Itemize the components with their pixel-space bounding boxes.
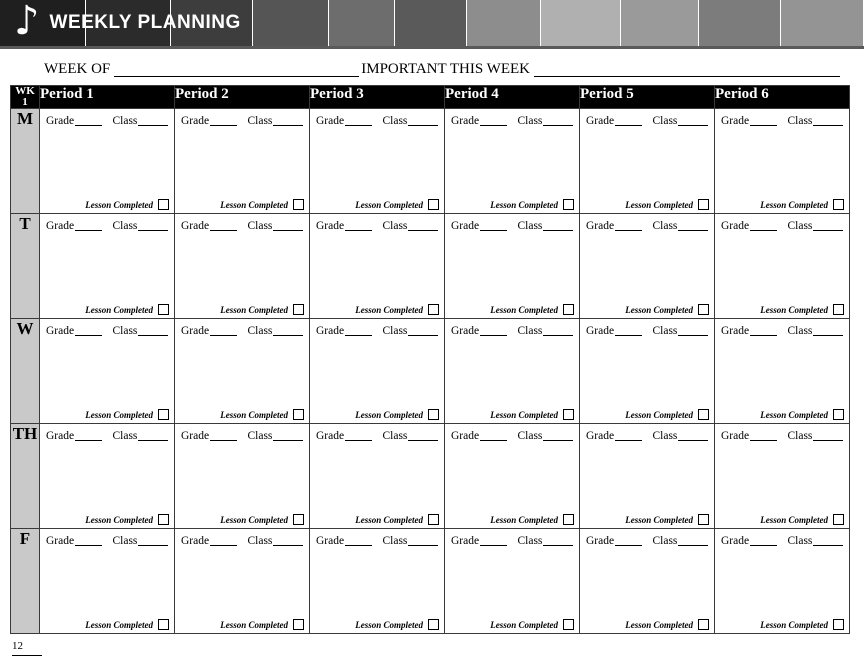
grade-label: Grade [181, 430, 210, 442]
lesson-completed-label: Lesson Completed [490, 514, 558, 525]
grade-label: Grade [451, 115, 480, 127]
class-input[interactable] [678, 219, 708, 231]
grade-label: Grade [586, 325, 615, 337]
class-input[interactable] [138, 324, 168, 336]
table-row [11, 319, 850, 424]
grade-label: Grade [46, 535, 75, 547]
grade-label: Grade [316, 325, 345, 337]
grade-label: Grade [316, 220, 345, 232]
grade-input[interactable] [480, 324, 506, 336]
grade-input[interactable] [480, 429, 506, 441]
week-number-header [11, 86, 40, 109]
lesson-completed-label: Lesson Completed [760, 409, 828, 420]
cell-monday-period-3[interactable] [310, 109, 445, 214]
lesson-completed-label: Lesson Completed [85, 199, 153, 210]
lesson-completed-label: Lesson Completed [85, 304, 153, 315]
cell-thursday-period-3[interactable] [310, 424, 445, 529]
grade-label: Grade [316, 115, 345, 127]
grade-label: Grade [181, 115, 210, 127]
class-label: Class [382, 535, 408, 547]
cell-tuesday-period-1[interactable] [40, 214, 175, 319]
cell-wednesday-period-2[interactable] [175, 319, 310, 424]
table-row [11, 214, 850, 319]
class-input[interactable] [813, 324, 843, 336]
class-input[interactable] [408, 219, 438, 231]
lesson-completed-label: Lesson Completed [85, 514, 153, 525]
class-label: Class [382, 220, 408, 232]
class-input[interactable] [408, 324, 438, 336]
grade-input[interactable] [345, 219, 371, 231]
cell-tuesday-period-4[interactable] [445, 214, 580, 319]
class-input[interactable] [678, 429, 708, 441]
band-segment-9 [621, 0, 699, 46]
grade-label: Grade [451, 220, 480, 232]
lesson-completed-label: Lesson Completed [490, 409, 558, 420]
class-input[interactable] [273, 429, 303, 441]
class-input[interactable] [678, 114, 708, 126]
lesson-completed-label: Lesson Completed [355, 304, 423, 315]
week-number-header-line1: WK [15, 85, 35, 97]
class-input[interactable] [408, 114, 438, 126]
lesson-completed-label: Lesson Completed [355, 199, 423, 210]
grade-label: Grade [586, 115, 615, 127]
lesson-completed-checkbox[interactable] [563, 619, 574, 630]
grade-input[interactable] [345, 324, 371, 336]
week-of-input[interactable] [114, 62, 359, 77]
footer-divider [12, 655, 42, 656]
class-input[interactable] [408, 429, 438, 441]
class-label: Class [787, 220, 813, 232]
grade-input[interactable] [345, 114, 371, 126]
grade-label: Grade [46, 220, 75, 232]
lesson-completed-checkbox[interactable] [563, 514, 574, 525]
grade-label: Grade [721, 535, 750, 547]
lesson-completed-checkbox[interactable] [698, 304, 709, 315]
grade-label: Grade [721, 430, 750, 442]
class-label: Class [382, 325, 408, 337]
class-input[interactable] [408, 534, 438, 546]
grade-input[interactable] [75, 324, 101, 336]
class-label: Class [112, 430, 138, 442]
grade-label: Grade [46, 325, 75, 337]
class-input[interactable] [138, 429, 168, 441]
lesson-completed-label: Lesson Completed [625, 514, 693, 525]
grade-label: Grade [46, 115, 75, 127]
lesson-completed-checkbox[interactable] [158, 409, 169, 420]
grade-label: Grade [586, 220, 615, 232]
lesson-completed-checkbox[interactable] [563, 409, 574, 420]
class-label: Class [112, 535, 138, 547]
lesson-completed-label: Lesson Completed [220, 409, 288, 420]
class-label: Class [112, 115, 138, 127]
cell-friday-period-3[interactable] [310, 529, 445, 634]
class-input[interactable] [813, 429, 843, 441]
grade-input[interactable] [75, 534, 101, 546]
lesson-completed-checkbox[interactable] [428, 409, 439, 420]
class-input[interactable] [678, 324, 708, 336]
grade-label: Grade [181, 325, 210, 337]
lesson-completed-label: Lesson Completed [490, 619, 558, 630]
grade-label: Grade [316, 535, 345, 547]
lesson-completed-checkbox[interactable] [428, 304, 439, 315]
class-label: Class [652, 535, 678, 547]
lesson-completed-checkbox[interactable] [428, 619, 439, 630]
lesson-completed-label: Lesson Completed [220, 619, 288, 630]
lesson-completed-label: Lesson Completed [760, 619, 828, 630]
lesson-completed-label: Lesson Completed [220, 199, 288, 210]
grade-label: Grade [451, 325, 480, 337]
grade-input[interactable] [615, 114, 641, 126]
lesson-completed-label: Lesson Completed [220, 514, 288, 525]
lesson-completed-label: Lesson Completed [625, 304, 693, 315]
class-label: Class [517, 325, 543, 337]
class-input[interactable] [543, 429, 573, 441]
important-this-week-label: IMPORTANT THIS WEEK [361, 61, 530, 77]
weekly-planner-table [10, 85, 850, 634]
lesson-completed-checkbox[interactable] [428, 514, 439, 525]
lesson-completed-checkbox[interactable] [293, 304, 304, 315]
music-note-icon: ♪ [14, 0, 40, 44]
lesson-completed-label: Lesson Completed [355, 409, 423, 420]
class-input[interactable] [543, 114, 573, 126]
class-label: Class [247, 115, 273, 127]
cell-thursday-period-5[interactable] [580, 424, 715, 529]
lesson-completed-label: Lesson Completed [85, 619, 153, 630]
lesson-completed-checkbox[interactable] [698, 514, 709, 525]
lesson-completed-label: Lesson Completed [760, 514, 828, 525]
lesson-completed-checkbox[interactable] [833, 409, 844, 420]
week-number-header-line2: 1 [22, 96, 28, 108]
cell-wednesday-period-4[interactable] [445, 319, 580, 424]
grade-input[interactable] [210, 429, 236, 441]
lesson-completed-checkbox[interactable] [833, 619, 844, 630]
lesson-completed-checkbox[interactable] [833, 514, 844, 525]
class-label: Class [652, 220, 678, 232]
day-label-monday: M [11, 109, 40, 214]
class-label: Class [247, 325, 273, 337]
lesson-completed-checkbox[interactable] [698, 409, 709, 420]
lesson-completed-label: Lesson Completed [490, 304, 558, 315]
lesson-completed-label: Lesson Completed [760, 199, 828, 210]
grade-input[interactable] [750, 114, 776, 126]
grade-label: Grade [181, 220, 210, 232]
lesson-completed-label: Lesson Completed [625, 619, 693, 630]
class-label: Class [112, 325, 138, 337]
band-segment-4 [253, 0, 329, 46]
class-label: Class [652, 430, 678, 442]
grade-input[interactable] [75, 429, 101, 441]
day-label-friday: F [11, 529, 40, 634]
grade-label: Grade [721, 115, 750, 127]
lesson-completed-label: Lesson Completed [85, 409, 153, 420]
cell-wednesday-period-3[interactable] [310, 319, 445, 424]
lesson-completed-checkbox[interactable] [833, 199, 844, 210]
cell-wednesday-period-5[interactable] [580, 319, 715, 424]
grade-label: Grade [451, 535, 480, 547]
grade-input[interactable] [750, 534, 776, 546]
lesson-completed-checkbox[interactable] [428, 199, 439, 210]
class-label: Class [247, 430, 273, 442]
class-input[interactable] [543, 219, 573, 231]
lesson-completed-label: Lesson Completed [625, 409, 693, 420]
band-segment-8 [541, 0, 621, 46]
header-divider [0, 46, 864, 49]
cell-tuesday-period-2[interactable] [175, 214, 310, 319]
class-label: Class [517, 430, 543, 442]
header-period-4: Period 4 [445, 86, 580, 109]
grade-label: Grade [181, 535, 210, 547]
lesson-completed-checkbox[interactable] [293, 514, 304, 525]
cell-tuesday-period-6[interactable] [715, 214, 850, 319]
lesson-completed-checkbox[interactable] [158, 619, 169, 630]
band-segment-5 [329, 0, 395, 46]
grade-input[interactable] [345, 429, 371, 441]
lesson-completed-checkbox[interactable] [833, 304, 844, 315]
grade-input[interactable] [615, 219, 641, 231]
table-row [11, 109, 850, 214]
lesson-completed-label: Lesson Completed [625, 199, 693, 210]
page-header-band [0, 0, 864, 46]
class-label: Class [382, 430, 408, 442]
class-input[interactable] [543, 534, 573, 546]
grade-input[interactable] [480, 219, 506, 231]
lesson-completed-label: Lesson Completed [355, 619, 423, 630]
header-title-group [0, 0, 241, 46]
cell-monday-period-5[interactable] [580, 109, 715, 214]
class-input[interactable] [273, 534, 303, 546]
grade-input[interactable] [345, 534, 371, 546]
cell-wednesday-period-6[interactable] [715, 319, 850, 424]
important-this-week-input[interactable] [534, 62, 840, 77]
class-input[interactable] [813, 534, 843, 546]
class-label: Class [517, 115, 543, 127]
grade-input[interactable] [615, 429, 641, 441]
grade-label: Grade [316, 430, 345, 442]
cell-monday-period-2[interactable] [175, 109, 310, 214]
day-label-tuesday: T [11, 214, 40, 319]
cell-thursday-period-4[interactable] [445, 424, 580, 529]
class-label: Class [247, 535, 273, 547]
grade-label: Grade [721, 325, 750, 337]
class-label: Class [787, 535, 813, 547]
header-period-1: Period 1 [40, 86, 175, 109]
lesson-completed-checkbox[interactable] [158, 304, 169, 315]
grade-label: Grade [721, 220, 750, 232]
class-label: Class [652, 115, 678, 127]
class-input[interactable] [138, 219, 168, 231]
grade-input[interactable] [75, 114, 101, 126]
table-header-row [11, 86, 850, 109]
class-label: Class [382, 115, 408, 127]
class-label: Class [517, 535, 543, 547]
band-segment-7 [467, 0, 541, 46]
grade-input[interactable] [210, 534, 236, 546]
cell-wednesday-period-1[interactable] [40, 319, 175, 424]
class-label: Class [787, 430, 813, 442]
cell-friday-period-4[interactable] [445, 529, 580, 634]
cell-monday-period-4[interactable] [445, 109, 580, 214]
cell-thursday-period-2[interactable] [175, 424, 310, 529]
grade-input[interactable] [210, 324, 236, 336]
class-input[interactable] [543, 324, 573, 336]
day-label-thursday: TH [11, 424, 40, 529]
day-label-wednesday: W [11, 319, 40, 424]
grade-input[interactable] [750, 219, 776, 231]
class-input[interactable] [138, 114, 168, 126]
cell-thursday-period-6[interactable] [715, 424, 850, 529]
lesson-completed-checkbox[interactable] [158, 199, 169, 210]
class-input[interactable] [813, 114, 843, 126]
page-number: 12 [12, 640, 23, 652]
lesson-completed-checkbox[interactable] [293, 409, 304, 420]
class-input[interactable] [138, 534, 168, 546]
grade-input[interactable] [750, 324, 776, 336]
grade-input[interactable] [480, 534, 506, 546]
lesson-completed-checkbox[interactable] [698, 199, 709, 210]
grade-input[interactable] [210, 114, 236, 126]
class-label: Class [787, 325, 813, 337]
grade-label: Grade [586, 535, 615, 547]
cell-friday-period-6[interactable] [715, 529, 850, 634]
cell-tuesday-period-3[interactable] [310, 214, 445, 319]
class-input[interactable] [813, 219, 843, 231]
table-row [11, 424, 850, 529]
header-period-5: Period 5 [580, 86, 715, 109]
cell-friday-period-2[interactable] [175, 529, 310, 634]
grade-label: Grade [46, 430, 75, 442]
class-label: Class [247, 220, 273, 232]
band-segment-6 [395, 0, 467, 46]
grade-input[interactable] [615, 324, 641, 336]
lesson-completed-label: Lesson Completed [490, 199, 558, 210]
header-period-2: Period 2 [175, 86, 310, 109]
page-title: WEEKLY PLANNING [49, 12, 241, 33]
cell-friday-period-1[interactable] [40, 529, 175, 634]
lesson-completed-checkbox[interactable] [158, 514, 169, 525]
lesson-completed-checkbox[interactable] [293, 619, 304, 630]
lesson-completed-checkbox[interactable] [293, 199, 304, 210]
lesson-completed-checkbox[interactable] [563, 199, 574, 210]
lesson-completed-label: Lesson Completed [760, 304, 828, 315]
class-input[interactable] [273, 324, 303, 336]
grade-input[interactable] [75, 219, 101, 231]
week-of-label: WEEK OF [44, 61, 111, 77]
grade-input[interactable] [750, 429, 776, 441]
cell-monday-period-6[interactable] [715, 109, 850, 214]
class-label: Class [652, 325, 678, 337]
cell-tuesday-period-5[interactable] [580, 214, 715, 319]
class-label: Class [112, 220, 138, 232]
class-input[interactable] [273, 114, 303, 126]
class-input[interactable] [678, 534, 708, 546]
band-segment-10 [699, 0, 781, 46]
lesson-completed-label: Lesson Completed [355, 514, 423, 525]
band-segment-11 [781, 0, 864, 46]
grade-input[interactable] [210, 219, 236, 231]
cell-friday-period-5[interactable] [580, 529, 715, 634]
class-label: Class [517, 220, 543, 232]
grade-input[interactable] [615, 534, 641, 546]
grade-label: Grade [451, 430, 480, 442]
cell-thursday-period-1[interactable] [40, 424, 175, 529]
week-of-row [0, 55, 864, 79]
lesson-completed-checkbox[interactable] [698, 619, 709, 630]
table-row [11, 529, 850, 634]
header-period-3: Period 3 [310, 86, 445, 109]
lesson-completed-label: Lesson Completed [220, 304, 288, 315]
lesson-completed-checkbox[interactable] [563, 304, 574, 315]
grade-label: Grade [586, 430, 615, 442]
cell-monday-period-1[interactable] [40, 109, 175, 214]
grade-input[interactable] [480, 114, 506, 126]
header-period-6: Period 6 [715, 86, 850, 109]
class-input[interactable] [273, 219, 303, 231]
class-label: Class [787, 115, 813, 127]
